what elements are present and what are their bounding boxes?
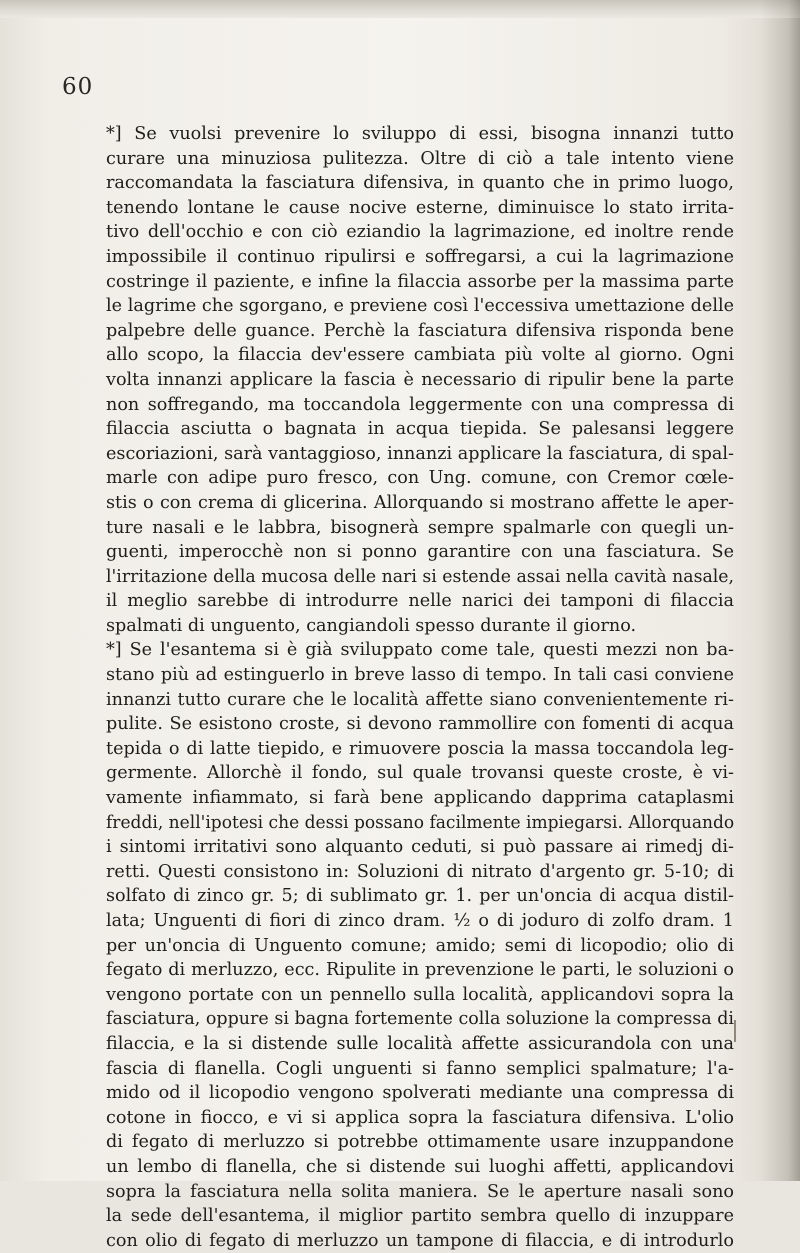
text-line: tepida o di latte tiepido, e rimuovere poscia la massa toccandola leg- [106, 738, 734, 759]
text-line: tivo dell'occhio e con ciò eziandio la lagrimazione, ed inoltre rende [106, 222, 734, 243]
text-line: non soffregando, ma toccandola leggermente con una compressa di [106, 394, 734, 415]
text-line: volta innanzi applicare la fascia è necessario di ripulir bene la parte [106, 369, 734, 390]
text-line: ture nasali e le labbra, bisognerà sempre spalmarle con quegli un- [106, 517, 734, 538]
text-line: fasciatura, oppure si bagna fortemente colla soluzione la compressa di [106, 1009, 735, 1030]
text-line: fascia di flanella. Cogli unguenti si fanno semplici spalmature; l'a- [106, 1058, 734, 1079]
text-line: il meglio sarebbe di introdurre nelle narici dei tamponi di filaccia [106, 591, 734, 612]
text-line: i sintomi irritativi sono alquanto ceduti, si può passare ai rimedj di- [106, 837, 734, 858]
text-line: solfato di zinco gr. 5; di sublimato gr. 1. per un'oncia di acqua distil- [106, 886, 734, 907]
text-line: fegato di merluzzo, ecc. Ripulite in prevenzione le parti, le soluzioni o [106, 960, 734, 981]
text-line: la sede dell'esantema, il miglior partito sembra quello di inzuppare [106, 1206, 734, 1227]
text-line: stano più ad estinguerlo in breve lasso di tempo. In tali casi conviene [106, 665, 734, 686]
text-line: l'irritazione della mucosa delle nari si estende assai nella cavità nasale, [106, 566, 735, 587]
text-line: le lagrime che sgorgano, e previene così l'eccessiva umettazione delle [106, 296, 734, 317]
text-line: un lembo di flanella, che si distende sui luoghi affetti, applicandovi [106, 1156, 734, 1177]
text-line: palpebre delle guance. Perchè la fasciatura difensiva risponda bene [106, 320, 734, 341]
spine-shadow [760, 0, 800, 1181]
text-line: vamente infiammato, si farà bene applicando dapprima cataplasmi [106, 788, 734, 809]
text-line: *] Se l'esantema si è già sviluppato come tale, questi mezzi non ba- [106, 640, 734, 661]
text-line: allo scopo, la filaccia dev'essere cambiata più volte al giorno. Ogni [106, 345, 734, 366]
text-line: cotone in fiocco, e vi si applica sopra la fasciatura difensiva. L'olio [106, 1107, 734, 1128]
page-number: 60 [62, 74, 94, 100]
text-line: lata; Unguenti di fiori di zinco dram. ½ o di joduro di zolfo dram. 1 [106, 911, 734, 931]
text-line: costringe il paziente, e infine la filaccia assorbe per la massima parte [106, 271, 734, 292]
text-line: filaccia asciutta o bagnata in acqua tiepida. Se palesansi leggere [106, 419, 734, 440]
text-line: *] Se vuolsi prevenire lo sviluppo di essi, bisogna innanzi tutto [106, 124, 734, 144]
page-fold-mark [734, 1020, 736, 1042]
text-line: curare una minuziosa pulitezza. Oltre di ciò a tale intento viene [106, 148, 734, 169]
text-line: guenti, imperocchè non si ponno garantire con una fasciatura. Se [106, 542, 734, 563]
text-line: retti. Questi consistono in: Soluzioni di nitrato d'argento gr. 5-10; di [106, 861, 734, 882]
text-line: raccomandata la fasciatura difensiva, in quanto che in primo luogo, [106, 173, 734, 194]
text-line: con olio di fegato di merluzzo un tampone di filaccia, e di introdurlo [106, 1230, 734, 1251]
text-line: germente. Allorchè il fondo, sul quale trovansi queste croste, è vi- [106, 763, 734, 784]
text-line: escoriazioni, sarà vantaggioso, innanzi applicare la fasciatura, di spal- [106, 443, 734, 464]
text-line: pulite. Se esistono croste, si devono rammollire con fomenti di acqua [106, 714, 734, 735]
text-line: marle con adipe puro fresco, con Ung. comune, con Cremor cœle- [106, 468, 734, 489]
text-line: di fegato di merluzzo si potrebbe ottimamente usare inzuppandone [106, 1132, 734, 1153]
text-line: stis o con crema di glicerina. Allorquando si mostrano affette le aper- [106, 492, 734, 513]
text-line: filaccia, e la si distende sulle località affette assicurandola con una [106, 1033, 734, 1054]
text-line: per un'oncia di Unguento comune; amido; semi di licopodio; olio di [106, 935, 734, 956]
text-line: tenendo lontane le cause nocive esterne, diminuisce lo stato irrita- [106, 197, 734, 218]
text-line: mido od il licopodio vengono spolverati mediante una compressa di [106, 1083, 734, 1104]
page-top-edge [0, 0, 800, 18]
text-line: spalmati di unguento, cangiandoli spesso durante il giorno. [106, 615, 637, 636]
text-line: impossibile il continuo ripulirsi e soffregarsi, a cui la lagrimazione [106, 246, 734, 267]
text-line: vengono portate con un pennello sulla località, applicandovi sopra la [106, 984, 734, 1005]
text-line: sopra la fasciatura nella solita maniera. Se le aperture nasali sono [106, 1181, 734, 1202]
text-line: freddi, nell'ipotesi che dessi possano facilmente impiegarsi. Allorquando [106, 812, 735, 833]
body-text [106, 122, 734, 1253]
text-line: innanzi tutto curare che le località affette siano convenientemente ri- [106, 689, 734, 710]
